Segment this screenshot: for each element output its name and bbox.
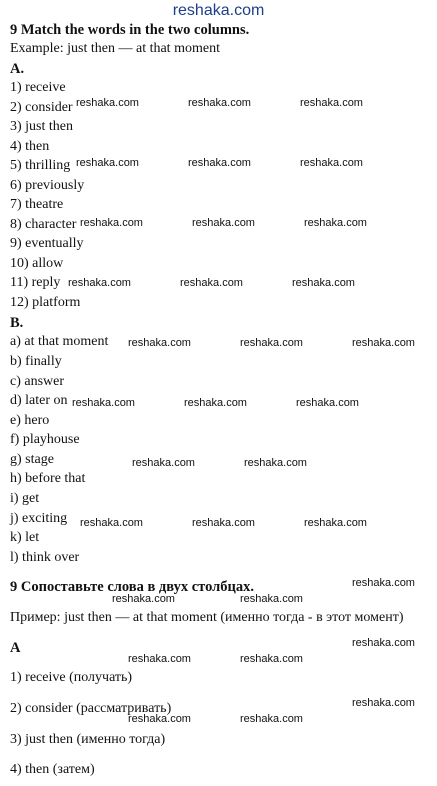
- list-item-a-1: 1) receive: [10, 80, 66, 95]
- watermark: reshaka.com: [80, 217, 143, 229]
- watermark: reshaka.com: [188, 157, 251, 169]
- list-item-b-k: k) let: [10, 530, 40, 545]
- watermark: reshaka.com: [128, 713, 191, 725]
- list-item-a-2: 2) consider: [10, 100, 73, 115]
- watermark: reshaka.com: [184, 397, 247, 409]
- watermark: reshaka.com: [352, 697, 415, 709]
- exercise-example-ru: Пример: just then — at that moment (именно тогда - в этот момент): [10, 610, 404, 625]
- section-a-heading: A.: [10, 61, 25, 77]
- watermark: reshaka.com: [304, 217, 367, 229]
- watermark: reshaka.com: [240, 593, 303, 605]
- list-item-a-8: 8) character: [10, 217, 77, 232]
- list-item-a-10: 10) allow: [10, 256, 64, 271]
- site-title[interactable]: reshaka.com: [172, 2, 265, 19]
- list-item-b-d: d) later on: [10, 393, 68, 408]
- watermark: reshaka.com: [68, 277, 131, 289]
- list-item-a-7: 7) theatre: [10, 197, 64, 212]
- list-item-b-l: l) think over: [10, 550, 80, 565]
- list-item-b-f: f) playhouse: [10, 432, 80, 447]
- watermark: reshaka.com: [72, 397, 135, 409]
- watermark: reshaka.com: [352, 637, 415, 649]
- watermark: reshaka.com: [132, 457, 195, 469]
- list-item-a-11: 11) reply: [10, 275, 61, 290]
- watermark: reshaka.com: [240, 653, 303, 665]
- watermark: reshaka.com: [76, 97, 139, 109]
- list-item-b-e: e) hero: [10, 413, 50, 428]
- watermark: reshaka.com: [80, 517, 143, 529]
- watermark: reshaka.com: [76, 157, 139, 169]
- watermark: reshaka.com: [240, 713, 303, 725]
- watermark: reshaka.com: [192, 517, 255, 529]
- list-item-ru-3: 3) just then (именно тогда): [10, 732, 166, 747]
- watermark: reshaka.com: [296, 397, 359, 409]
- list-item-b-c: c) answer: [10, 374, 65, 389]
- watermark: reshaka.com: [292, 277, 355, 289]
- watermark: reshaka.com: [244, 457, 307, 469]
- list-item-ru-2: 2) consider (рассматривать): [10, 701, 172, 716]
- list-item-b-g: g) stage: [10, 452, 54, 467]
- watermark: reshaka.com: [300, 97, 363, 109]
- section-b-heading: B.: [10, 315, 24, 331]
- list-item-a-12: 12) platform: [10, 295, 81, 310]
- list-item-a-3: 3) just then: [10, 119, 73, 134]
- watermark: reshaka.com: [352, 577, 415, 589]
- list-item-a-6: 6) previously: [10, 178, 85, 193]
- list-item-a-4: 4) then: [10, 139, 50, 154]
- watermark: reshaka.com: [300, 157, 363, 169]
- watermark: reshaka.com: [180, 277, 243, 289]
- exercise-example-en: Example: just then — at that moment: [10, 41, 220, 56]
- list-item-ru-4: 4) then (затем): [10, 762, 95, 777]
- list-item-ru-1: 1) receive (получать): [10, 670, 133, 685]
- list-item-b-i: i) get: [10, 491, 40, 506]
- list-item-b-b: b) finally: [10, 354, 62, 369]
- watermark: reshaka.com: [352, 337, 415, 349]
- exercise-title-en: 9 Match the words in the two columns.: [10, 22, 250, 38]
- watermark: reshaka.com: [188, 97, 251, 109]
- watermark: reshaka.com: [192, 217, 255, 229]
- exercise-title-ru: 9 Сопоставьте слова в двух столбцах.: [10, 579, 255, 595]
- list-item-b-j: j) exciting: [10, 511, 68, 526]
- list-item-b-h: h) before that: [10, 471, 86, 486]
- list-item-a-5: 5) thrilling: [10, 158, 71, 173]
- watermark: reshaka.com: [128, 337, 191, 349]
- list-item-a-9: 9) eventually: [10, 236, 84, 251]
- watermark: reshaka.com: [128, 653, 191, 665]
- watermark: reshaka.com: [240, 337, 303, 349]
- watermark: reshaka.com: [112, 593, 175, 605]
- list-item-b-a: a) at that moment: [10, 334, 109, 349]
- section-a-heading-ru: A: [10, 640, 21, 656]
- watermark: reshaka.com: [304, 517, 367, 529]
